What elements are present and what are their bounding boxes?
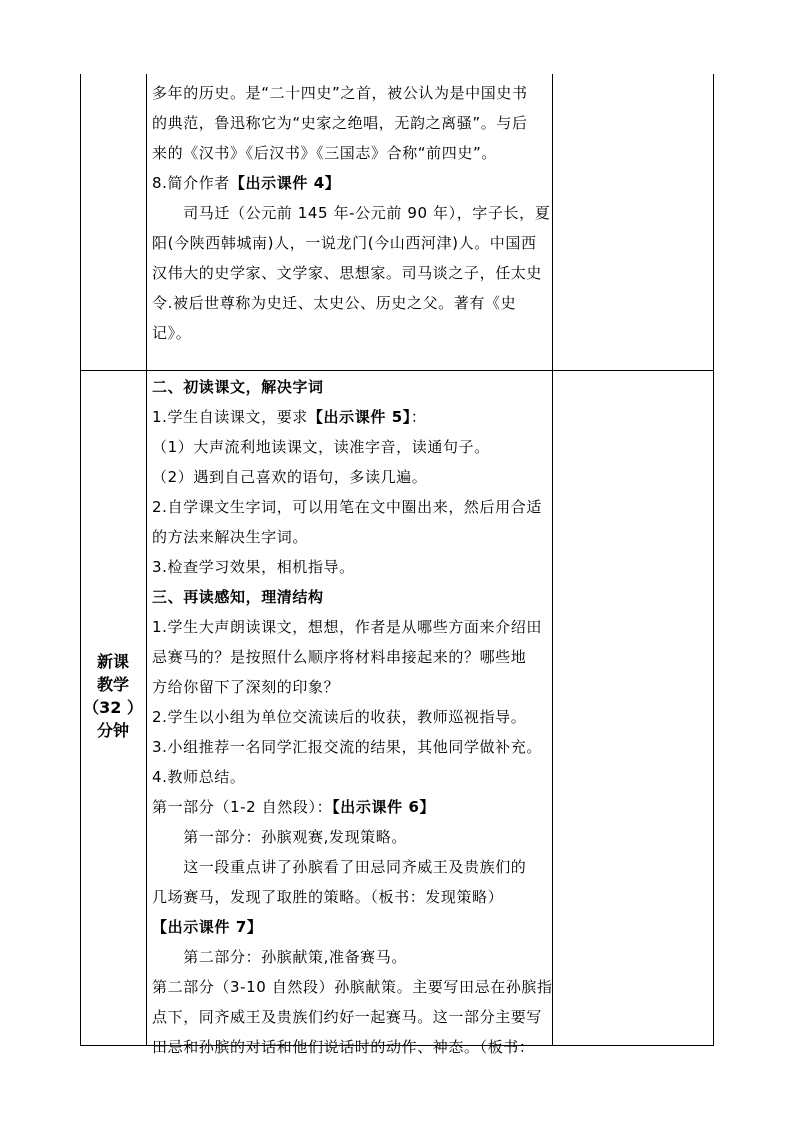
text-line — [152, 462, 427, 492]
text-line — [152, 642, 526, 672]
text-line — [152, 288, 516, 318]
text-line — [152, 822, 407, 852]
text-line — [152, 582, 324, 612]
text-line — [152, 552, 355, 582]
text-segment: 记》。 — [152, 324, 192, 342]
section-label-line: 新课 — [96, 652, 129, 671]
section-label-line: 教学 — [96, 675, 129, 694]
text-line — [152, 912, 262, 942]
text-segment: 多年的历史。是“二十四史”之首，被公认为是中国史书 — [152, 84, 528, 102]
text-line — [152, 1032, 535, 1062]
text-segment: （1）大声流利地读课文，读准字音，读通句子。 — [152, 438, 490, 456]
section-label-line: 分钟 — [96, 721, 129, 740]
text-line — [152, 138, 497, 168]
bold-text-segment: 【出示课件 6】 — [332, 798, 436, 816]
text-segment: 的方法来解决生字词。 — [152, 528, 309, 546]
bold-text-segment: 【出示课件 5】 — [307, 408, 411, 426]
text-segment: 4.教师总结。 — [152, 768, 246, 786]
text-segment: 点下，同齐威王及贵族们约好一起赛马。这一部分主要写 — [152, 1008, 543, 1026]
table-border-right — [713, 74, 714, 1046]
text-segment: 3.小组推荐一名同学汇报交流的结果，其他同学做补充。 — [152, 738, 542, 756]
text-line — [152, 78, 528, 108]
text-segment: ： — [410, 408, 427, 426]
text-segment: 2.学生以小组为单位交流读后的收获，教师巡视指导。 — [152, 708, 527, 726]
lesson-plan-table — [80, 74, 714, 1056]
text-segment: 来的《汉书》《后汉书》《三国志》合称“前四史”。 — [152, 144, 497, 162]
text-line — [152, 852, 526, 882]
text-line — [152, 432, 490, 462]
text-line — [152, 258, 542, 288]
bold-text-segment: 三、再读感知，理清结构 — [152, 588, 324, 606]
text-segment: 几场赛马，发现了取胜的策略。（板书：发现策略） — [152, 888, 504, 906]
text-line — [152, 492, 542, 522]
text-segment: 令.被后世尊称为史迁、太史公、历史之父。著有《史 — [152, 294, 517, 312]
text-segment: 第一部分（1-2 自然段）： — [152, 798, 333, 816]
text-segment: 第二部分：孙膑献策,准备赛马。 — [152, 948, 407, 966]
content-cell-new-lesson — [146, 370, 553, 1056]
section-label-line: （32 ） — [83, 698, 143, 717]
bold-text-segment: 二、初读课文，解决字词 — [152, 378, 324, 396]
text-line — [152, 318, 191, 348]
column-divider-2 — [552, 74, 553, 1046]
text-line — [152, 942, 407, 972]
text-line — [152, 702, 526, 732]
text-line — [152, 168, 340, 198]
text-line — [152, 882, 503, 912]
bold-text-segment: 【出示课件 7】 — [152, 918, 263, 936]
text-segment: 第二部分（3-10 自然段）孙膑献策。主要写田忌在孙膑指 — [152, 978, 553, 996]
text-line — [152, 792, 435, 822]
text-line — [152, 612, 542, 642]
bold-text-segment: 【出示课件 4】 — [229, 174, 341, 192]
text-segment: 1.学生大声朗读课文，想想，作者是从哪些方面来介绍田 — [152, 618, 542, 636]
text-line — [152, 372, 324, 402]
text-segment: 2.自学课文生字词，可以用笔在文中圈出来，然后用合适 — [152, 498, 542, 516]
text-segment: 8.简介作者 — [152, 174, 230, 192]
text-segment: 1.学生自读课文，要求 — [152, 408, 308, 426]
text-line — [152, 228, 537, 258]
text-line — [152, 672, 339, 702]
text-line — [152, 972, 553, 1002]
text-segment: 田忌和孙膑的对话和他们说话时的动作、神态。（板书： — [152, 1038, 535, 1056]
text-segment: 司马迁（公元前 145 年-公元前 90 年），字子长，夏 — [152, 204, 551, 222]
text-line — [152, 522, 308, 552]
text-segment: 的典范，鲁迅称它为“史家之绝唱，无韵之离骚”。与后 — [152, 114, 528, 132]
section-label — [80, 650, 146, 742]
text-line — [152, 1002, 542, 1032]
text-segment: 阳(今陕西韩城南)人，一说龙门(今山西河津)人。中国西 — [152, 234, 537, 252]
text-line — [152, 732, 542, 762]
section-label-cell — [80, 370, 146, 1046]
text-segment: 汉伟大的史学家、文学家、思想家。司马谈之子，任太史 — [152, 264, 543, 282]
text-line — [152, 108, 528, 138]
text-line — [152, 402, 427, 432]
text-segment: （2）遇到自己喜欢的语句，多读几遍。 — [152, 468, 428, 486]
text-segment: 3.检查学习效果，相机指导。 — [152, 558, 355, 576]
content-cell-author-intro — [146, 74, 552, 370]
text-segment: 这一段重点讲了孙膑看了田忌同齐威王及贵族们的 — [152, 858, 527, 876]
text-segment: 第一部分：孙膑观赛,发现策略。 — [152, 828, 407, 846]
text-segment: 方给你留下了深刻的印象？ — [152, 678, 340, 696]
text-segment: 忌赛马的？是按照什么顺序将材料串接起来的？哪些地 — [152, 648, 527, 666]
text-line — [152, 198, 550, 228]
text-line — [152, 762, 246, 792]
